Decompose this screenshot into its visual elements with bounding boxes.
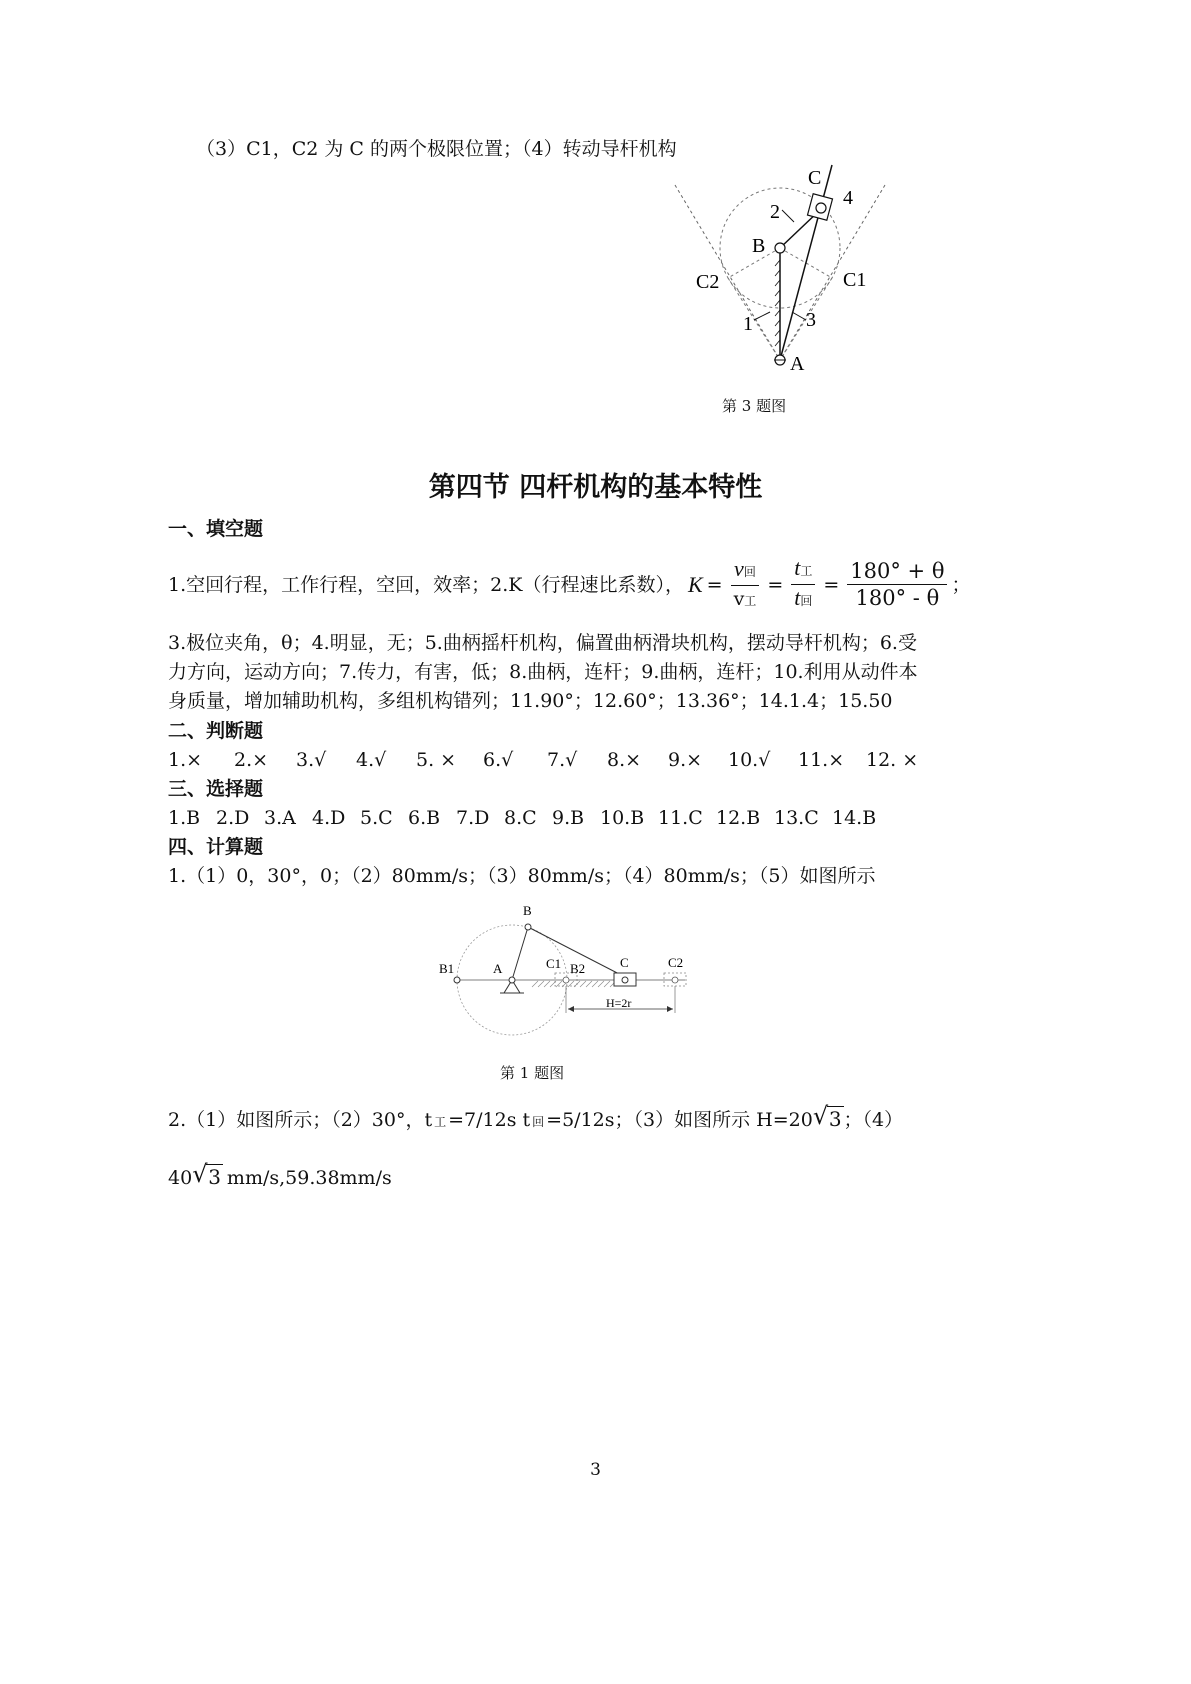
label-C1: C1 — [546, 956, 562, 971]
label-H: H=2r — [606, 996, 632, 1010]
heading-calculation: 四、计算题 — [168, 836, 264, 858]
fill-in-line-1-text: 1.空回行程，工作行程，空回，效率；2.K（行程速比系数）， — [168, 573, 684, 596]
mc-answer-9: 9.B — [552, 807, 585, 829]
formula-eq-2: = — [767, 573, 784, 596]
tf-answer-7: 7.√ — [547, 749, 578, 771]
tf-answer-5: 5. × — [416, 749, 457, 771]
tf-answer-6: 6.√ — [483, 749, 514, 771]
label-C: C — [808, 167, 822, 189]
fill-in-line-2: 3.极位夹角，θ；4.明显，无；5.曲柄摇杆机构，偏置曲柄滑块机构，摆动导杆机构；6.受 — [168, 632, 917, 654]
formula-K: K — [687, 571, 703, 597]
mc-answer-4: 4.D — [312, 807, 346, 829]
label-1: 1 — [743, 313, 753, 335]
answer-line-part3-4: （3）C1，C2 为 C 的两个极限位置；（4）转动导杆机构 — [196, 138, 677, 160]
tf-answer-11: 11.× — [798, 749, 845, 771]
fill-in-line-4: 身质量，增加辅助机构，多组机构错列；11.90°；12.60°；13.36°；14.1.4；15.50 — [168, 690, 893, 712]
calc-q2-answer-line-1: 2.（1）如图所示；（2）30°，t 工 =7/12s t 回 =5/12s；（3）如图所示 H=20 √ 3 ；（4） — [168, 1104, 903, 1137]
label-A: A — [790, 353, 805, 375]
tf-answer-2: 2.× — [234, 749, 269, 771]
figure-q3-caption: 第 3 题图 — [722, 397, 787, 415]
true-false-answers — [168, 745, 918, 775]
figure-q3-guide-bar-mechanism — [660, 160, 900, 380]
fill-in-line-1 — [168, 555, 970, 614]
section-title: 第四节 四杆机构的基本特性 — [428, 472, 763, 503]
mc-answer-10: 10.B — [600, 807, 645, 829]
mc-answer-13: 13.C — [774, 807, 819, 829]
figure-q1-caption: 第 1 题图 — [500, 1064, 565, 1082]
mc-answer-1: 1.B — [168, 807, 201, 829]
sqrt-3-b: √ 3 — [192, 1162, 223, 1192]
mc-answer-11: 11.C — [658, 807, 703, 829]
formula-theta-ratio: $\frac{180^\circ + \theta}{180^\circ - \theta}$ — [847, 558, 947, 611]
label-3: 3 — [806, 309, 816, 331]
label-B1: B1 — [439, 961, 455, 976]
tf-answer-12: 12. × — [866, 749, 919, 771]
tf-answer-4: 4.√ — [356, 749, 387, 771]
label-C2: C2 — [696, 271, 720, 293]
tf-answer-9: 9.× — [668, 749, 703, 771]
mc-answer-7: 7.D — [456, 807, 490, 829]
mc-answer-5: 5.C — [360, 807, 393, 829]
figure-q1-slider-crank — [430, 895, 710, 1045]
tf-answer-1: 1.× — [168, 749, 203, 771]
mc-answer-14: 14.B — [832, 807, 877, 829]
label-B: B — [523, 903, 532, 918]
formula-time-ratio: $\frac{\text{t工}}{\text{t回}}$ — [791, 555, 815, 614]
multiple-choice-answers — [168, 803, 876, 833]
label-C1: C1 — [843, 269, 867, 291]
label-C: C — [620, 955, 629, 970]
mc-answer-6: 6.B — [408, 807, 441, 829]
tf-answer-3: 3.√ — [296, 749, 327, 771]
heading-true-false: 二、判断题 — [168, 720, 264, 742]
mc-answer-3: 3.A — [264, 807, 296, 829]
fill-in-line-3: 力方向，运动方向；7.传力，有害，低；8.曲柄，连杆；9.曲柄，连杆；10.利用从动件本 — [168, 661, 918, 683]
formula-eq-1: = — [706, 573, 723, 596]
label-C2: C2 — [668, 955, 684, 970]
formula-end: ； — [951, 573, 971, 596]
calc-q1-answer: 1.（1）0，30°，0；（2）80mm/s；（3）80mm/s；（4）80mm/s；（5）如图所示 — [168, 865, 876, 887]
heading-fill-in: 一、填空题 — [168, 518, 264, 540]
label-B2: B2 — [570, 961, 586, 976]
mc-answer-2: 2.D — [216, 807, 250, 829]
heading-multiple-choice: 三、选择题 — [168, 778, 264, 800]
tf-answer-10: 10.√ — [728, 749, 771, 771]
label-2: 2 — [770, 201, 780, 223]
calc-q2-answer-line-2: 40 √ 3 mm/s,59.38mm/s — [168, 1162, 392, 1193]
mc-answer-12: 12.B — [716, 807, 761, 829]
mc-answer-8: 8.C — [504, 807, 537, 829]
formula-velocity-ratio: $\frac{\text{v回}}{\text{v工}}$ — [731, 556, 760, 614]
tf-answer-8: 8.× — [607, 749, 642, 771]
page-number: 3 — [590, 1460, 601, 1480]
label-B: B — [752, 235, 766, 257]
label-A: A — [493, 961, 503, 976]
sqrt-3-a: √ 3 — [813, 1104, 844, 1134]
label-4: 4 — [843, 187, 853, 209]
formula-eq-3: = — [823, 573, 840, 596]
